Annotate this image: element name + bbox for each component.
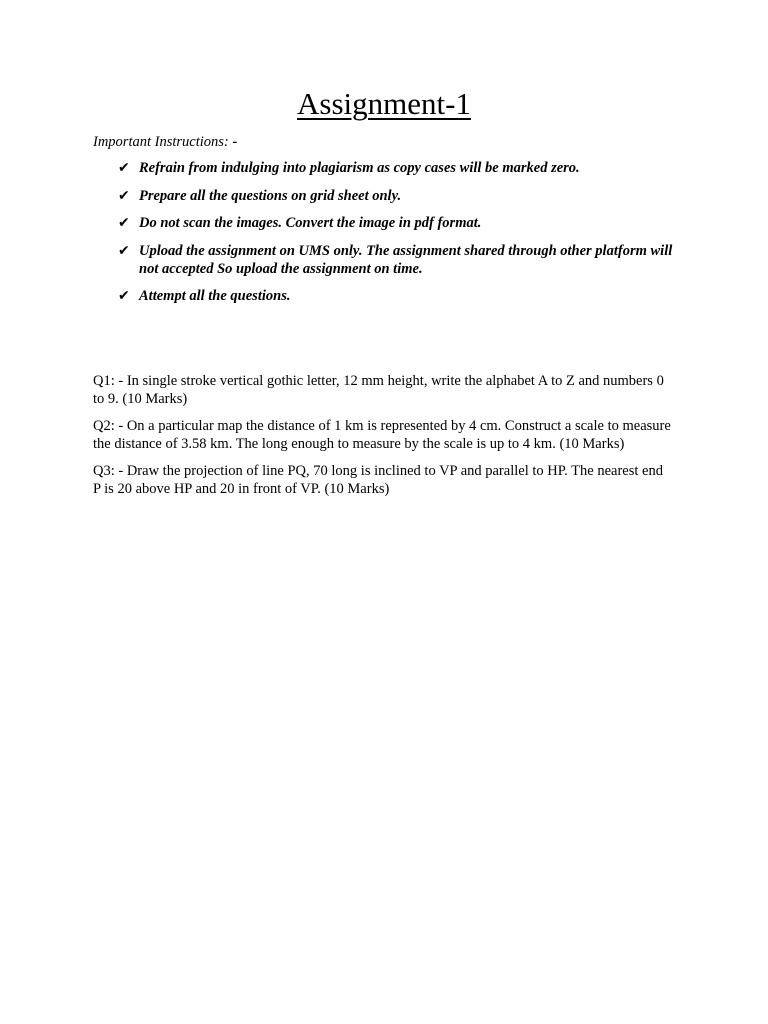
question-1: Q1: - In single stroke vertical gothic letter, 12 mm height, write the alphabet A to Z and numbers 0 to 9. (10 Marks) [93,373,664,407]
instruction-text: Refrain from indulging into plagiarism as copy cases will be marked zero. [139,160,580,176]
questions-section [93,372,673,507]
check-icon: ✔ [118,288,130,304]
check-icon: ✔ [118,242,130,259]
instructions-heading-text: Important Instructions: [93,134,233,150]
question-2: Q2: - On a particular map the distance of 1 km is represented by 4 cm. Construct a scale to measure the distance of 3.58 km. The long enough to measure by the scale is up to 4 km. (10 Marks) [93,418,671,452]
instruction-text: Do not scan the images. Convert the image in pdf format. [139,215,482,231]
instructions-heading [93,133,237,151]
check-icon: ✔ [118,215,130,231]
instruction-item [118,187,678,205]
instruction-item [118,242,678,278]
instruction-text: Attempt all the questions. [139,288,291,304]
instruction-text: Upload the assignment on UMS only. The assignment shared through other platform will not accepted So upload the assignment on time. [139,242,673,277]
page-title: Assignment-1 [297,86,471,121]
instructions-list [118,159,678,315]
instruction-item [118,159,678,177]
instruction-item [118,287,678,305]
question-3: Q3: - Draw the projection of line PQ, 70 long is inclined to VP and parallel to HP. The nearest end P is 20 above HP and 20 in front of VP. (10 Marks) [93,463,663,497]
instructions-heading-dash: - [232,134,238,150]
check-icon: ✔ [118,160,130,176]
instruction-text: Prepare all the questions on grid sheet only. [139,187,402,204]
instruction-item [118,214,678,232]
check-icon: ✔ [118,187,130,204]
